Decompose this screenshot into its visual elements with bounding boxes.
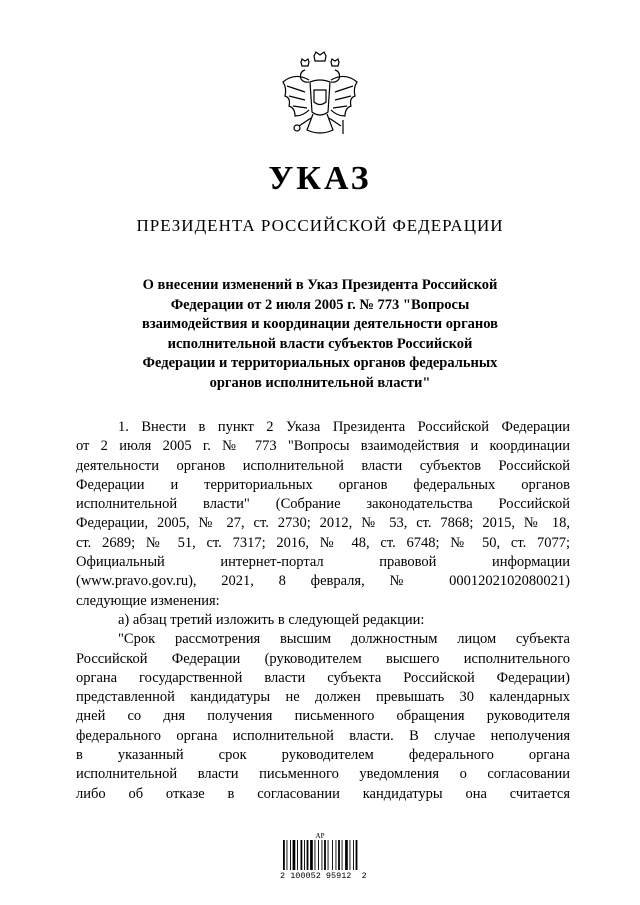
barcode-bar (304, 840, 305, 870)
registration-stamp: АР (315, 832, 325, 840)
barcode-icon (282, 840, 358, 870)
barcode-bar (307, 840, 309, 870)
document-title: УКАЗ (268, 160, 372, 197)
barcode-bar (318, 840, 319, 870)
barcode-bar (328, 840, 329, 870)
body-line: Федерации и территориальных органов федеральных органов (76, 476, 570, 493)
barcode-bar (353, 840, 354, 870)
body-line: (www.pravo.gov.ru), 2021, 8 февраля, № 0001202102080021) (76, 573, 570, 590)
barcode-bar (293, 840, 296, 870)
barcode-bar (356, 840, 358, 870)
barcode-bar (324, 840, 326, 870)
document-footer (280, 832, 367, 881)
barcode-bar (322, 840, 323, 870)
barcode-bar (290, 840, 291, 870)
barcode-bar (350, 840, 351, 870)
barcode-bar (315, 840, 316, 870)
body-line: исполнительной власти" (Собрание законодательства Российской (76, 496, 570, 513)
heading-line: Федерации и территориальных органов федеральных (142, 355, 498, 371)
document-subtitle: ПРЕЗИДЕНТА РОССИЙСКОЙ ФЕДЕРАЦИИ (136, 216, 504, 235)
coat-of-arms-emblem (275, 50, 365, 150)
barcode-bar (301, 840, 303, 870)
body-line: деятельности органов исполнительной власти субъектов Российской (76, 457, 570, 474)
decree-body (76, 418, 570, 804)
barcode-bar (297, 840, 298, 870)
quote-line: "Срок рассмотрения высшим должностным лицом субъекта (118, 631, 570, 648)
body-line: Федерации, 2005, № 27, ст. 2730; 2012, № 53, ст. 7868; 2015, № 18, (76, 515, 570, 532)
heading-line: органов исполнительной власти" (209, 374, 431, 391)
heading-line: взаимодействия и координации деятельности органов (142, 316, 498, 332)
barcode-bar (310, 840, 313, 870)
body-line: ст. 2689; № 51, ст. 7317; 2016, № 48, ст. 6748; № 50, ст. 7077; (76, 534, 570, 551)
decree-heading (110, 276, 530, 393)
quote-line: либо об отказе в согласовании кандидатуры она считается (76, 785, 570, 802)
barcode-number: 2 100052 95912 2 (280, 871, 367, 881)
quote-line: представленной кандидатуры не должен превышать 30 календарных (76, 689, 570, 706)
heading-line: исполнительной власти субъектов Российской (167, 335, 473, 352)
barcode-bar (336, 840, 337, 870)
quote-line: дней со дня получения письменного обращения руководителя (76, 708, 570, 725)
quote-line: исполнительной власти письменного уведомления о согласовании (76, 766, 570, 783)
barcode-bar (338, 840, 340, 870)
barcode-bar (332, 840, 333, 870)
body-line: Официальный интернет-портал правовой информации (76, 554, 570, 571)
heading-line: Федерации от 2 июля 2005 г. № 773 "Вопросы (170, 296, 470, 313)
heading-line: О внесении изменений в Указ Президента Российской (142, 277, 498, 293)
body-line: от 2 июля 2005 г. № 773 "Вопросы взаимодействия и координации (76, 438, 570, 455)
barcode-bar (345, 840, 348, 870)
quote-line: Российской Федерации (руководителем высшего исполнительного (76, 650, 570, 667)
barcode-bar (283, 840, 285, 870)
body-line: 1. Внести в пункт 2 Указа Президента Российской Федерации (118, 419, 570, 435)
quote-line: в указанный срок руководителем федерального органа (76, 747, 570, 764)
item-a-line: а) абзац третий изложить в следующей редакции: (118, 611, 425, 628)
barcode-bar (287, 840, 288, 870)
body-line: следующие изменения: (76, 592, 220, 609)
barcode-bar (342, 840, 343, 870)
quote-line: органа государственной власти субъекта Российской Федерации) (76, 669, 570, 686)
quote-line: федерального органа исполнительной власти. В случае неполучения (76, 727, 570, 744)
